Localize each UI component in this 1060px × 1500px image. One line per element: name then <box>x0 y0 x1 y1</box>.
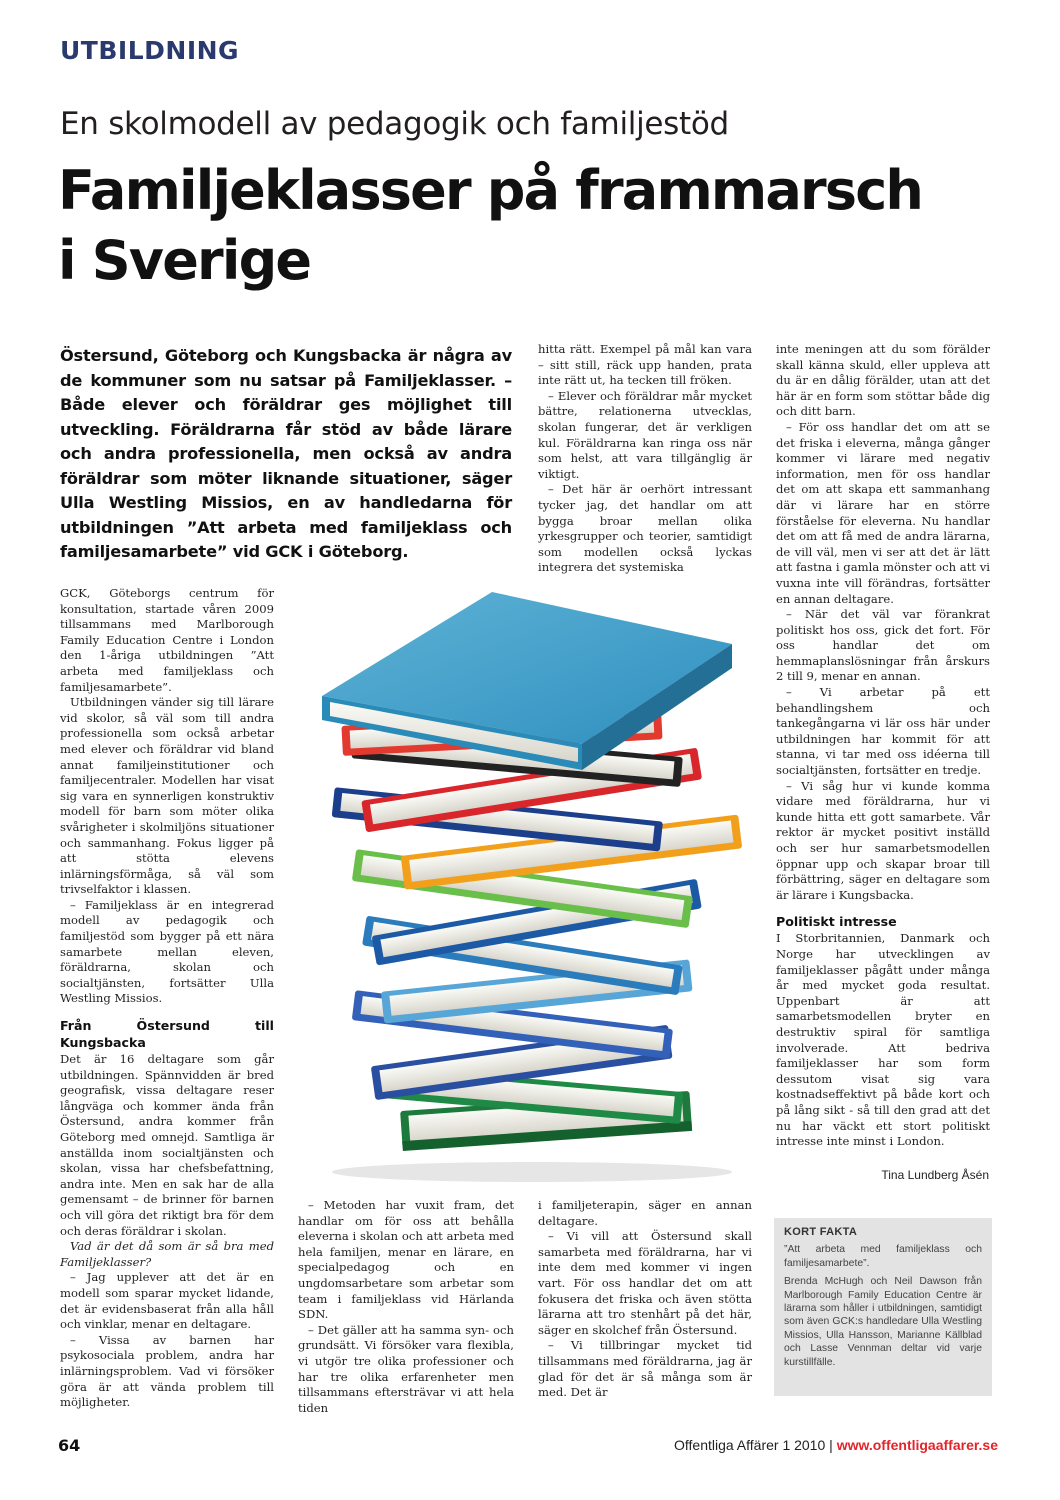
question-text: Vad är det då som är så bra med Familjeklasser? <box>60 1239 274 1269</box>
paragraph: GCK, Göteborgs centrum för konsultation, startade våren 2009 tillsammans med Marlborough Family Education Centre i London den 1-åriga utbildningen ”Att arbeta med familjeklass och familjesamarbete”. <box>60 586 274 694</box>
paragraph: – Vissa av barnen har psykosociala problem, andra har inlärningsproblem. Vad vi försöker göra är att vända problem till möjligheter. <box>60 1332 274 1410</box>
paragraph: – Metoden har vuxit fram, det handlar om för oss att behålla eleverna i skolan och att arbeta med hela familjen, menar en lärare, en specialpedagog och en ungdomsarbetare som arbetar som team i familjeklass vid Härlanda SDN. <box>298 1198 514 1322</box>
headline-line-2: i Sverige <box>58 229 311 292</box>
paragraph: – Familjeklass är en integrerad modell av pedagogik och familjestöd som bygger på ett nära samarbete mellan eleven, föräldrarna, skolan och socialtjänsten, fortsätter Ulla Westling Missios. <box>60 897 274 1006</box>
byline: Tina Lundberg Åsén <box>881 1168 989 1182</box>
paragraph: – För oss handlar det om att se det friska i eleverna, många gånger kommer vi lärare med negativ information, men för oss handlar det om att skapa ett sammanhang där vi lärare har en större förståelse för eleverna. Nu handlar det om att få med de andra lärarna, de vill väl, men vi ser att det är lätt att fastna i gamla mönster och att vi vuxna inte vill förändras, fortsätter en annan deltagare. <box>776 419 990 606</box>
subheading: Politiskt intresse <box>776 914 897 930</box>
paragraph: Det är 16 deltagare som går utbildningen. Spännvidden är bred geografisk, vissa deltagare reser långväga och kommer ända från Östersund, andra kommer från Göteborg med omnejd. Samtliga är anställda inom socialtjänsten och skolan, vissa har chefsbefattning, andra inte. Men en sak har de alla gemensamt – de brinner för barnen och vill göra det riktigt bra för dem och deras föräldrar i skolan. <box>60 1052 274 1238</box>
question <box>60 1239 274 1270</box>
column-3-bottom <box>538 1198 752 1398</box>
page-number: 64 <box>58 1436 81 1455</box>
paragraph: – Vi såg hur vi kunde komma vidare med föräldrarna, hur vi kunde hitta ett gott samarbete. Vår rektor är mycket positivt inställd och ser hur samarbetsmodellen öppnar upp och skapar broar till förbättring, säger en deltagare som är lärare i Kungsbacka. <box>776 778 990 902</box>
subheading: Från Östersund till Kungsbacka <box>60 1018 274 1051</box>
paragraph: – Vi arbetar på ett behandlingshem och tankegångarna vi lär oss här under utbildningen har kommit för att stanna, vi tar med oss idéerna till socialtjänsten, fortsätter en tredje. <box>776 685 990 778</box>
paragraph: – Vi vill att Östersund skall samarbeta med föräldrarna, har vi inte dem med kommer vi ingen vart. För oss handlar det om att fokusera det friska och även stötta lärarna att tro stenhårt på det här, säger en skolchef från Östersund. <box>538 1229 752 1337</box>
paragraph: – Elever och föräldrar mår mycket bättre, relationerna utvecklas, skolan fungerar, det är verkligen kul. Föräldrarna kan ringa oss när som helst, att vara tillgänglig är viktigt. <box>538 388 752 481</box>
paragraph: I Storbritannien, Danmark och Norge har utvecklingen av familjeklasser pågått under många år med mycket goda resultat. Uppenbart är att samarbetsmodellen bryter en destruktiv spiral för samtliga involverade. Att bedriva familjeklasser har som form dessutom visat sig vara kostnadseffektivt på både kort och på lång sikt - så till den grad att det nu har väckt ett stort politiskt intresse inte minst i London. <box>776 931 990 1149</box>
headline-line-1: Familjeklasser på frammarsch <box>58 159 923 222</box>
column-2-bottom <box>298 1198 514 1415</box>
fact-box <box>774 1218 992 1396</box>
paragraph: inte meningen att du som förälder skall känna skuld, eller uppleva att du är en dålig förälder, utan att det här är en form som stöttar både dig och ditt barn. <box>776 342 990 419</box>
paragraph: – Det här är oerhört intressant tycker jag, det handlar om att bygga broar mellan olika yrkesgrupper och teorier, samtidigt som modellen också lyckas integrera det systemiska <box>538 482 752 575</box>
column-2-top <box>538 342 752 575</box>
headline <box>58 156 1018 296</box>
kicker: En skolmodell av pedagogik och familjestöd <box>60 106 729 142</box>
paragraph: – Det gäller att ha samma syn- och grundsätt. Vi försöker vara flexibla, vi utgör tre olika professioner och har tre olika erfarenheter men tillsammans eftersträvar vi att hela tiden <box>298 1322 514 1415</box>
publication-info: Offentliga Affärer 1 2010 | <box>674 1437 837 1453</box>
paragraph: – Vi tillbringar mycket tid tillsammans med föräldrarna, jag är glad för det är så många som är med. Det är <box>538 1338 752 1400</box>
footer <box>674 1437 998 1453</box>
fact-box-body: Brenda McHugh och Neil Dawson från Marlborough Family Education Centre är lärarna som håller i utbildningen, samtidigt som även GCK:s handledare Ulla Westling Missios, Ulla Hansson, Marianne Källblad och Lasse Vennman deltar vid varje kurstillfälle. <box>784 1276 982 1368</box>
fact-box-subtitle: ”Att arbeta med familjeklass och familjesamarbete”. <box>784 1244 982 1269</box>
lead-paragraph: Östersund, Göteborg och Kungsbacka är några av de kommuner som nu satsar på Familjeklasser. – Både elever och föräldrar ges möjlighet till utveckling. Föräldrarna får stöd av både lärare och andra professionella, men också av andra föräldrar som möter liknande situationer, säger Ulla Westling Missios, en av handledarna för utbildningen ”Att arbeta med familjeklass och familjesamarbete” vid GCK i Göteborg. <box>60 346 512 561</box>
paragraph: hitta rätt. Exempel på mål kan vara – sitt still, räck upp handen, prata inte rätt ut, ha tecken till fröken. <box>538 342 752 388</box>
column-4 <box>776 342 990 1149</box>
paragraph: i familjeterapin, säger en annan deltagare. <box>538 1198 752 1228</box>
paragraph: – Jag upplever att det är en modell som sparar mycket lidande, det är evidensbaserat från alla håll och vinklar, menar en deltagare. <box>60 1270 274 1332</box>
section-label: UTBILDNING <box>60 36 240 65</box>
website-link[interactable]: www.offentligaaffarer.se <box>836 1437 998 1453</box>
paragraph: – När det väl var förankrat politiskt hos oss, gick det fort. För oss handlar det om hemmaplanslösningar från årskurs 2 till 9, menar en annan. <box>776 607 990 684</box>
book-stack-image <box>292 574 774 1186</box>
column-1 <box>60 586 274 1410</box>
fact-box-title: KORT FAKTA <box>784 1226 858 1238</box>
paragraph: Utbildningen vänder sig till lärare vid skolor, så väl som till andra professionella som också arbetar med elever och föräldrar vid bland annat familjeinstitutioner och familjecentraler. Modellen har visat sig vara en synnerligen konstruktiv modell för barn som möter olika svårigheter i skolmiljöns situationer och sammanhang. Fokus ligger på att stötta elevens inlärningsförmåga, så väl som trivselfaktor i klassen. <box>60 695 274 897</box>
